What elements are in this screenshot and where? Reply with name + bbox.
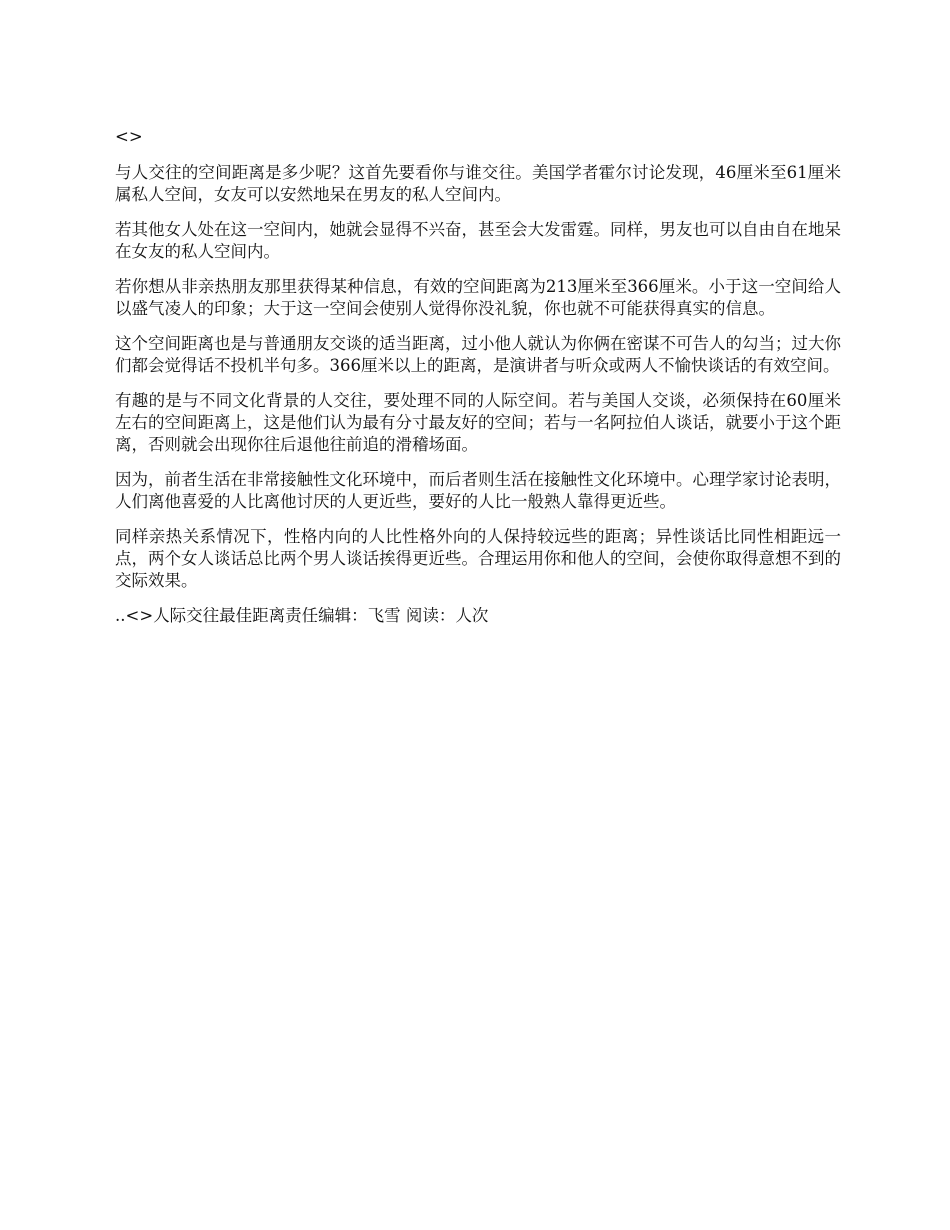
paragraph-6: 因为，前者生活在非常接触性文化环境中，而后者则生活在接触性文化环境中。心理学家讨论表明，人们离他喜爱的人比离他讨厌的人更近些，要好的人比一般熟人靠得更近些。 — [115, 470, 841, 511]
paragraph-4: 这个空间距离也是与普通朋友交谈的适当距离，过小他人就认为你俩在密谋不可告人的勾当；过大你们都会觉得话不投机半句多。366厘米以上的距离，是演讲者与听众或两人不愉快谈话的有效空间。 — [115, 334, 841, 375]
footer-line: ..<>人际交往最佳距离责任编辑：飞雪 阅读：人次 — [115, 606, 489, 625]
paragraph-7: 同样亲热关系情况下，性格内向的人比性格外向的人保持较远些的距离；异性谈话比同性相距远一点，两个女人谈话总比两个男人谈话挨得更近些。合理运用你和他人的空间，会使你取得意想不到的交际效果。 — [115, 527, 841, 590]
paragraph-3: 若你想从非亲热朋友那里获得某种信息，有效的空间距离为213厘米至366厘米。小于这一空间给人以盛气凌人的印象；大于这一空间会使别人觉得你没礼貌，你也就不可能获得真实的信息。 — [115, 277, 841, 318]
document-body — [115, 126, 841, 640]
paragraph-2: 若其他女人处在这一空间内，她就会显得不兴奋，甚至会大发雷霆。同样，男友也可以自由自在地呆在女友的私人空间内。 — [115, 220, 841, 261]
paragraph-1: 与人交往的空间距离是多少呢？这首先要看你与谁交往。美国学者霍尔讨论发现，46厘米至61厘米属私人空间，女友可以安然地呆在男友的私人空间内。 — [115, 163, 841, 204]
paragraph-5: 有趣的是与不同文化背景的人交往，要处理不同的人际空间。若与美国人交谈，必须保持在60厘米左右的空间距离上，这是他们认为最有分寸最友好的空间；若与一名阿拉伯人谈话，就要小于这个距离，否则就会出现你往后退他往前追的滑稽场面。 — [115, 391, 841, 454]
top-marker: <> — [115, 127, 143, 146]
